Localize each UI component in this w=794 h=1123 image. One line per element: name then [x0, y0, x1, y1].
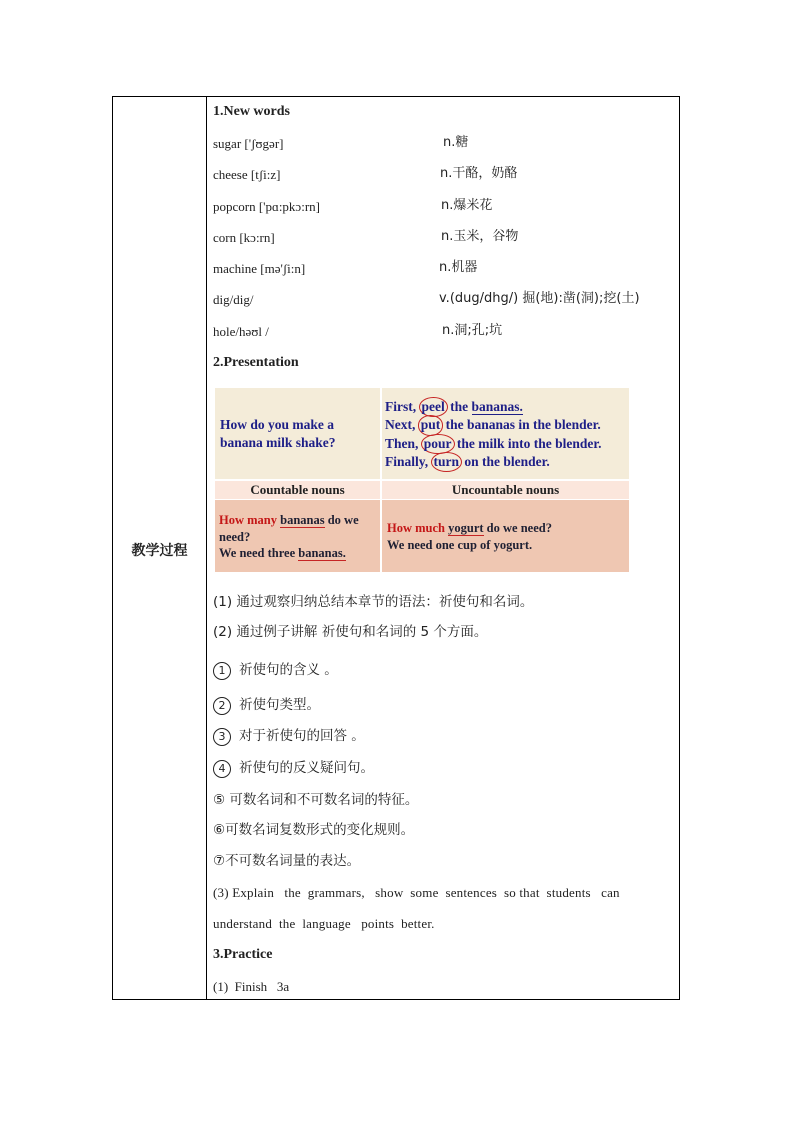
sub-point-7: ⑦不可数名词量的表达。 — [213, 853, 361, 869]
noun-table-header — [215, 481, 629, 499]
countable-header: Countable nouns — [250, 482, 345, 497]
countable-example: How many bananas do we need? We need three bananas. — [219, 513, 359, 560]
step-1: First, peel the bananas. — [385, 398, 602, 416]
divider — [380, 481, 382, 572]
sub-point-6: ⑥可数名词复数形式的变化规则。 — [213, 822, 415, 838]
step-2: Next, put the bananas in the blender. — [385, 416, 602, 434]
column-divider — [206, 97, 207, 999]
section-label: 教学过程 — [131, 543, 188, 559]
question-text: How do you make a banana milk shake? — [220, 417, 336, 450]
vocab-meaning: n.干酪，奶酪 — [440, 166, 518, 181]
step-4: Finally, turn on the blender. — [385, 453, 602, 471]
sub-point-4: 4 祈使句的反义疑问句。 — [213, 758, 374, 778]
point-2: (2) 通过例子讲解 祈使句和名词的 5 个方面。 — [213, 624, 488, 640]
sub-point-3: 3 对于祈使句的回答 。 — [213, 726, 365, 746]
practice-item-1: (1) Finish 3a — [213, 979, 290, 994]
point-3-line-1: (3) Explain the grammars, show some sentences so that students can — [213, 885, 620, 900]
uncountable-example: How much yogurt do we need? We need one cup of yogurt. — [387, 521, 552, 552]
vocab-meaning: n.机器 — [439, 260, 478, 275]
step-3: Then, pour the milk into the blender. — [385, 435, 602, 453]
new-words-heading: 1.New words — [213, 104, 290, 119]
point-1: (1) 通过观察归纳总结本章节的语法：祈使句和名词。 — [213, 594, 534, 610]
vocab-word: machine [mə'ʃi:n] — [213, 261, 306, 276]
vocab-word: popcorn ['pɑ:pkɔ:rn] — [213, 199, 320, 214]
circled-verb: put — [418, 415, 444, 435]
vocab-meaning: n.洞;孔;坑 — [442, 323, 503, 338]
vocab-meaning: n.爆米花 — [441, 198, 493, 213]
vocab-word: corn [kɔ:rn] — [213, 230, 275, 245]
circled-verb: pour — [421, 434, 455, 454]
sub-point-1: 1 祈使句的含义 。 — [213, 660, 338, 680]
steps-list — [385, 398, 602, 471]
vocab-word: sugar ['ʃʊgər] — [213, 136, 284, 151]
vocab-meaning: n.糖 — [443, 135, 469, 150]
noun-table-body — [215, 500, 629, 572]
instructions-panel — [215, 388, 629, 479]
steps-box — [382, 388, 629, 479]
circled-verb: turn — [431, 452, 463, 472]
practice-heading: 3.Practice — [213, 947, 273, 962]
vocab-meaning: v.(dug/dhg/) 掘(地):凿(洞);挖(土) — [439, 291, 640, 306]
vocab-meaning: n.玉米，谷物 — [441, 229, 519, 244]
point-3-line-2: understand the language points better. — [213, 916, 435, 931]
vocab-word: hole/həʊl / — [213, 324, 269, 339]
question-box — [215, 388, 380, 479]
vocab-word: cheese [tʃi:z] — [213, 167, 281, 182]
presentation-figure — [215, 388, 629, 572]
sub-point-5: ⑤ 可数名词和不可数名词的特征。 — [213, 792, 419, 808]
sub-point-2: 2 祈使句类型。 — [213, 695, 320, 715]
uncountable-header: Uncountable nouns — [451, 482, 560, 497]
circled-verb: peel — [419, 397, 448, 417]
vocab-word: dig/dig/ — [213, 292, 254, 307]
presentation-heading: 2.Presentation — [213, 355, 299, 370]
